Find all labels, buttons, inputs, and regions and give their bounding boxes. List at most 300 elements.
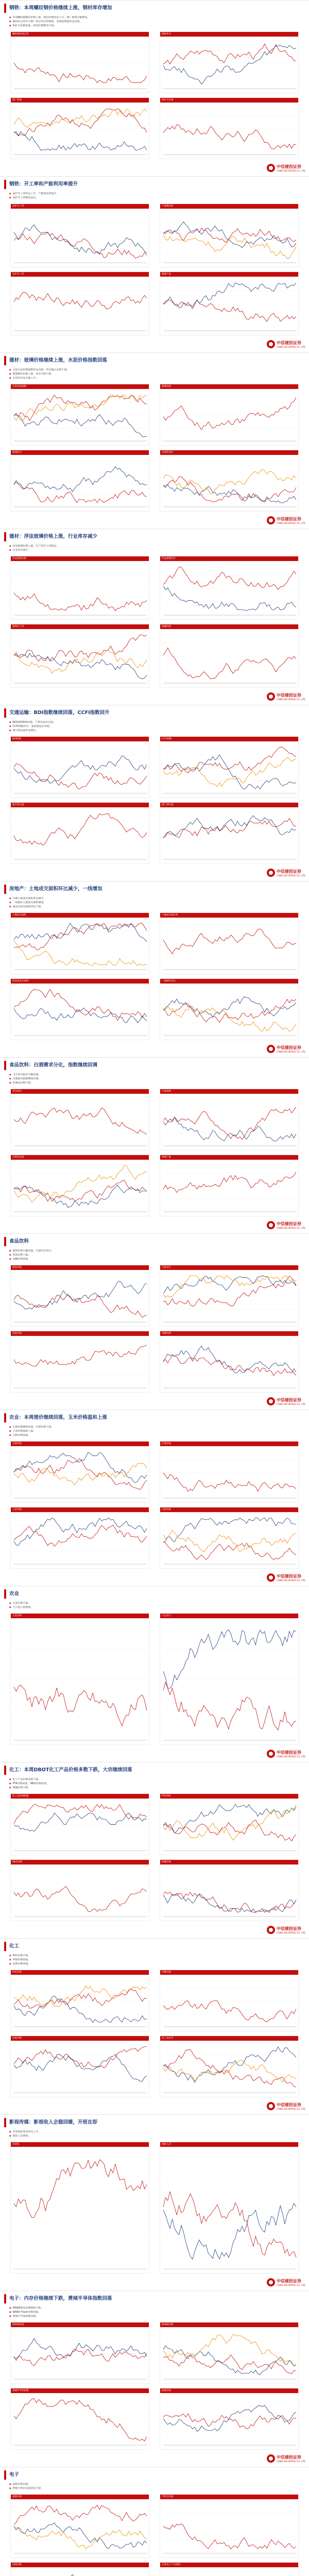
chart-plot [11, 562, 149, 618]
chart-series-line [14, 63, 147, 83]
chart-panel [160, 1859, 299, 1921]
section-title: 电子：内存价格继续下跌，费城半导体指数回落 [4, 2294, 112, 2303]
report-page [0, 1938, 309, 2114]
logo-name-en: CHINA SECURITIES CO., LTD. [277, 1050, 306, 1053]
bullet-point: ▪ 面板价格企稳。 [9, 2483, 251, 2486]
report-page [0, 529, 309, 705]
chart-plot [160, 2500, 298, 2556]
chart-series-line [163, 222, 296, 247]
chart-panel-title: 面板价格 [11, 2495, 149, 2499]
chart-plot [160, 984, 298, 1039]
bullet-point: ▪ 豆粕价格震荡。 [9, 1434, 251, 1437]
chart-panel-title: 观影人次 [160, 2142, 298, 2147]
report-page [0, 1233, 309, 1410]
section-title: 房地产：土地成交面积环比减少，一线增加 [4, 885, 102, 894]
logo-mark-icon [267, 2454, 275, 2463]
bullet-point: ▪ 全国水泥价格指数环比回落，华东地区价格下调。 [9, 368, 251, 371]
section-title: 建材：玻璃价格继续上涨，水泥价格指数回落 [4, 356, 107, 365]
logo-name-cn: 中信建投证券 [277, 869, 301, 874]
company-logo [267, 2453, 304, 2464]
chart-plot [160, 455, 298, 510]
chart-series-line [14, 2160, 147, 2218]
chart-series-line [163, 2047, 296, 2082]
report-page [0, 176, 309, 352]
chart-series-line [14, 2399, 147, 2441]
chart-series-line [163, 1820, 296, 1841]
report-page [0, 2114, 309, 2291]
chart-plot [160, 918, 298, 973]
report-page [0, 1410, 309, 1586]
chart-panel [10, 97, 149, 159]
chart-series-line [163, 2001, 296, 2022]
logo-mark-icon [267, 1573, 275, 1582]
chart-plot [160, 808, 298, 862]
chart-panel-title: 台湾电子产业营收 [160, 2563, 298, 2567]
chart-series-line [163, 1346, 296, 1376]
logo-name-en: CHINA SECURITIES CO., LTD. [277, 1403, 306, 1405]
chart-series-line [163, 1276, 296, 1298]
logo-mark-icon [267, 2278, 275, 2286]
logo-name-en: CHINA SECURITIES CO., LTD. [277, 874, 306, 877]
chart-series-line [163, 586, 296, 611]
chart-panel-title: 小麦价格 [11, 1614, 149, 1618]
chart-series-line [163, 1276, 296, 1307]
chart-series-line [14, 2047, 147, 2068]
chart-panel-title: 生猪价格 [11, 1442, 149, 1446]
chart-panel-title: 航空客运量 [11, 803, 149, 807]
chart-series-line [163, 125, 296, 149]
chart-series-line [14, 2338, 147, 2359]
chart-panel [160, 556, 299, 620]
bullet-point: ▪ 猪肉价格小幅回落，生猪存栏回升。 [9, 1249, 251, 1252]
company-logo [267, 1219, 304, 1231]
chart-panel-title: 高炉开工率 [11, 204, 149, 209]
chart-plot [160, 1336, 298, 1391]
logo-mark-icon [267, 1750, 275, 1758]
chart-series-line [14, 923, 147, 950]
chart-plot [11, 1094, 149, 1149]
chart-plot [11, 1619, 149, 1743]
logo-name-cn: 中信建投证券 [277, 693, 301, 698]
logo-name-en: CHINA SECURITIES CO., LTD. [277, 170, 306, 172]
section-title: 建材：浮法玻璃价格上涨，行业库存减少 [4, 532, 97, 541]
chart-panel [10, 736, 149, 798]
chart-panel [10, 384, 149, 446]
chart-series-line [14, 482, 147, 502]
chart-plot [11, 2147, 149, 2272]
chart-plot [160, 2394, 298, 2448]
section-title: 化工：本周DBOT化工产品价格多数下跌，大宗继续回落 [4, 1766, 132, 1775]
chart-plot [11, 455, 149, 510]
bullet-point: ▪ DRAM现货价格继续下跌。 [9, 2307, 251, 2310]
chart-series-line [14, 292, 147, 309]
chart-plot [160, 2041, 298, 2096]
chart-panel [10, 272, 149, 335]
chart-panel [160, 450, 299, 512]
chart-panel-title: 化工品价格指数 [11, 1794, 149, 1799]
logo-name-en: CHINA SECURITIES CO., LTD. [277, 2284, 306, 2286]
chart-series-line [163, 648, 296, 679]
chart-series-line [14, 1108, 147, 1134]
chart-panel [10, 31, 149, 93]
section-title: 钢铁：本周螺纹钢价格继续上涨，钢材库存增加 [4, 4, 112, 13]
chart-panel-title: 豆粕价格 [160, 1507, 298, 1512]
chart-series-line [163, 2405, 296, 2432]
chart-panel-title: 土地成交溢价率 [160, 913, 298, 918]
chart-series-line [14, 1008, 147, 1023]
logo-name-en: CHINA SECURITIES CO., LTD. [277, 1931, 306, 1934]
section-title: 农业：本周猪价继续回落，玉米价格温和上涨 [4, 1413, 107, 1422]
chart-panel [10, 1441, 149, 1503]
chart-series-line [163, 2524, 296, 2549]
chart-panel [160, 624, 299, 688]
chart-series-line [163, 2355, 296, 2374]
bullet-point: ▪ 纯碱价格下跌。 [9, 1786, 251, 1789]
chart-series-line [14, 1804, 147, 1824]
bullet-point: ▪ 一线城市土地成交面积增加。 [9, 901, 251, 904]
chart-plot [11, 389, 149, 444]
chart-panel [10, 1089, 149, 1150]
company-logo [267, 2277, 304, 2288]
bullet-point: ▪ 百城土地成交面积环比减少。 [9, 897, 251, 900]
bullet-point: ▪ 玉米价格温和上涨。 [9, 1430, 251, 1433]
company-logo [267, 1572, 304, 1583]
chart-panel-title: 产能利用率 [160, 204, 298, 209]
chart-series-line [14, 814, 147, 845]
logo-name-en: CHINA SECURITIES CO., LTD. [277, 2108, 306, 2110]
chart-series-line [14, 1345, 147, 1366]
chart-series-line [163, 477, 296, 502]
chart-plot [11, 984, 149, 1039]
bullet-point: ▪ 钢材社会库存与钢厂库存均有所增加，表观消费量环比回落。 [9, 20, 251, 23]
chart-series-line [14, 1281, 147, 1309]
chart-plot [160, 630, 298, 686]
logo-mark-icon [267, 516, 275, 524]
bullet-point: ▪ 玻璃期货价格上涨，库存天数下降。 [9, 372, 251, 376]
bullet-point: ▪ 行业库存减少。 [9, 549, 251, 552]
chart-series-line [163, 1473, 296, 1492]
bullet-point: ▪ 水泥库容比小幅上升。 [9, 377, 251, 380]
chart-panel [160, 272, 299, 335]
chart-panel [10, 802, 149, 864]
chart-series-line [14, 467, 147, 492]
chart-series-line [163, 2346, 296, 2375]
chart-panel [10, 2494, 149, 2558]
chart-series-line [163, 1006, 296, 1032]
logo-mark-icon [267, 1221, 275, 1229]
section-title: 交通运输：BDI指数继续回落，CCFI指数回升 [4, 708, 110, 718]
chart-panel [160, 2494, 299, 2558]
chart-series-line [14, 1813, 147, 1832]
logo-name-cn: 中信建投证券 [277, 2455, 301, 2460]
company-logo [267, 515, 304, 526]
chart-panel [160, 978, 299, 1040]
chart-series-line [163, 1530, 296, 1552]
chart-plot [160, 1619, 298, 1743]
company-logo [267, 162, 304, 174]
chart-series-line [163, 469, 296, 494]
chart-plot [160, 1270, 298, 1325]
chart-panel-title: 白酒指数 [160, 1089, 298, 1094]
chart-panel [160, 2562, 299, 2576]
chart-plot [160, 562, 298, 618]
chart-series-line [14, 1463, 147, 1485]
chart-panel [10, 1331, 149, 1393]
logo-name-cn: 中信建投证券 [277, 1750, 301, 1755]
bullet-point: ▪ 大豆进口量增加。 [9, 1606, 251, 1609]
logo-mark-icon [267, 1397, 275, 1405]
chart-plot [160, 389, 298, 444]
bullet-point: ▪ 乳制品价格平稳。 [9, 1081, 251, 1084]
chart-panel [160, 1331, 299, 1393]
chart-panel [10, 556, 149, 620]
chart-plot [11, 2041, 149, 2096]
chart-panel-title: 玉米价格 [11, 1507, 149, 1512]
chart-series-line [163, 45, 296, 84]
company-logo [267, 1924, 304, 1936]
logo-name-en: CHINA SECURITIES CO., LTD. [277, 1755, 306, 1758]
chart-series-line [14, 1886, 147, 1911]
chart-panel-title: 铁矿石价格 [160, 98, 298, 103]
chart-panel-title: 纯碱价格 [160, 1860, 298, 1865]
chart-plot [160, 103, 298, 158]
chart-series-line [163, 1355, 296, 1376]
section-title: 食品饮料 [4, 1237, 29, 1246]
chart-plot [11, 2500, 149, 2556]
chart-panel-title: 生鲜乳价格 [11, 1155, 149, 1160]
chart-plot [160, 2328, 298, 2382]
chart-panel [10, 450, 149, 512]
chart-panel-title: 仔猪价格 [160, 1442, 298, 1446]
chart-series-line [163, 757, 296, 787]
logo-name-en: CHINA SECURITIES CO., LTD. [277, 1579, 306, 1582]
chart-plot [11, 1160, 149, 1215]
chart-series-line [14, 2527, 147, 2549]
company-logo [267, 1748, 304, 1759]
bullet-point: ▪ 白酒板块指数继续回调。 [9, 1077, 251, 1080]
chart-plot [11, 37, 149, 92]
chart-panel [10, 2562, 149, 2576]
chart-series-line [14, 2505, 147, 2524]
chart-panel [160, 2388, 299, 2450]
chart-panel-title: 港口吞吐量 [160, 803, 298, 807]
logo-name-en: CHINA SECURITIES CO., LTD. [277, 698, 306, 701]
chart-series-line [163, 1892, 296, 1912]
chart-plot [11, 1447, 149, 1501]
bullet-point: ▪ BDI指数继续回落，干散货运价走弱。 [9, 721, 251, 724]
bullet-point: ▪ 铁矿石价格震荡，焦炭价格维持平稳。 [9, 24, 251, 27]
logo-name-cn: 中信建投证券 [277, 1222, 301, 1226]
chart-series-line [14, 413, 147, 437]
section-title: 食品饮料：白酒需求分化，指数继续回调 [4, 1061, 97, 1070]
bullet-point: ▪ 商品房成交面积同比下降。 [9, 905, 251, 908]
chart-panel [160, 384, 299, 446]
chart-panel [160, 1793, 299, 1855]
chart-panel-title: 一线城市成交 [160, 979, 298, 984]
chart-plot [160, 2568, 298, 2576]
bullet-point: ▪ 观影人次增加。 [9, 2134, 251, 2138]
logo-name-en: CHINA SECURITIES CO., LTD. [277, 346, 306, 348]
logo-name-cn: 中信建投证券 [277, 164, 301, 169]
chart-panel [10, 1507, 149, 1569]
chart-panel-title: 电炉开工率 [11, 272, 149, 277]
chart-panel [160, 736, 299, 798]
chart-panel-title: 鸡蛋价格 [11, 1331, 149, 1336]
company-logo [267, 1396, 304, 1407]
chart-panel-title: 水泥价格指数 [11, 384, 149, 389]
chart-plot [11, 918, 149, 973]
chart-panel [160, 912, 299, 974]
chart-series-line [14, 1185, 147, 1208]
chart-panel-title: 食糖价格 [160, 1331, 298, 1336]
bullet-point: ▪ 费城半导体指数回落。 [9, 2315, 251, 2318]
chart-plot [160, 209, 298, 266]
chart-panel-title: LED价格 [11, 2563, 149, 2567]
chart-series-line [163, 1541, 296, 1560]
chart-panel-title: 浮法玻璃价格 [11, 556, 149, 561]
report-page [0, 881, 309, 1057]
chart-plot [11, 209, 149, 266]
chart-panel [10, 1155, 149, 1216]
chart-panel-title: CCFI指数 [160, 737, 298, 741]
chart-panel-title: 水泥库容比 [160, 450, 298, 455]
company-logo [267, 691, 304, 702]
chart-panel [10, 1265, 149, 1327]
logo-name-en: CHINA SECURITIES CO., LTD. [277, 2460, 306, 2463]
logo-name-en: CHINA SECURITIES CO., LTD. [277, 1227, 306, 1229]
chart-panel [160, 1265, 299, 1327]
company-logo [267, 867, 304, 878]
bullet-point: ▪ 高炉开工率环比上升，产能利用率提升。 [9, 192, 251, 195]
chart-plot [11, 742, 149, 796]
chart-plot [160, 1447, 298, 1501]
company-logo [267, 338, 304, 350]
chart-series-line [163, 818, 296, 838]
bullet-point: ▪ 浮法玻璃价格上涨，生产线开工率稳定。 [9, 545, 251, 548]
chart-plot [11, 103, 149, 158]
chart-panel-title: 啤酒产量 [160, 1155, 298, 1160]
chart-panel-title: 钢厂利润 [11, 98, 149, 103]
chart-panel-title: 纯碱价格 [160, 624, 298, 629]
bullet-point: ▪ PTA价格回落，MEG价格震荡。 [9, 1782, 251, 1785]
chart-series-line [163, 44, 296, 64]
chart-panel [160, 2142, 299, 2274]
chart-series-line [163, 2060, 296, 2082]
chart-panel-title: PVC价格 [11, 1970, 149, 1975]
chart-panel-title: 粗钢产量 [160, 272, 298, 277]
chart-panel [160, 97, 299, 159]
chart-series-line [14, 1294, 147, 1317]
chart-series-line [163, 1518, 296, 1543]
logo-name-cn: 中信建投证券 [277, 2103, 301, 2107]
chart-panel [10, 1970, 149, 2031]
bullet-point: ▪ CCFI指数回升，集装箱运价企稳。 [9, 725, 251, 728]
chart-plot [160, 1975, 298, 2030]
chart-panel [160, 1089, 299, 1150]
chart-series-line [163, 1682, 296, 1730]
report-page [0, 2467, 309, 2576]
logo-name-cn: 中信建投证券 [277, 1926, 301, 1931]
chart-panel [10, 978, 149, 1040]
bullet-point: ▪ 生猪价格继续回落，仔猪价格下降。 [9, 1426, 251, 1429]
chart-panel-title: 土地成交面积 [11, 913, 149, 918]
chart-plot [160, 742, 298, 796]
chart-panel-title: 玻璃库存 [11, 450, 149, 455]
chart-series-line [163, 2049, 296, 2087]
bullet-point: ▪ 本周电影票房环比上升。 [9, 2130, 251, 2133]
report-page [0, 2291, 309, 2467]
bullet-point: ▪ 航空客运量环比增长。 [9, 729, 251, 732]
chart-panel-title: 费城半导体指数 [11, 2388, 149, 2393]
chart-panel [160, 1507, 299, 1569]
chart-panel-title: MEG价格 [11, 1860, 149, 1865]
chart-series-line [14, 395, 147, 421]
report-page [0, 352, 309, 529]
bullet-point: ▪ 鸡蛋价格上涨。 [9, 1253, 251, 1257]
section-title: 农业 [4, 1589, 19, 1599]
chart-panel-title: 商品房成交面积 [11, 979, 149, 984]
report-page [0, 1762, 309, 1938]
chart-panel-title: 猪肉价格 [11, 1265, 149, 1270]
logo-mark-icon [267, 1045, 275, 1053]
logo-name-cn: 中信建投证券 [277, 341, 301, 345]
chart-panel-title: 手机出货量 [160, 2495, 298, 2499]
chart-plot [11, 1865, 149, 1920]
bullet-point: ▪ 化工产品价格多数下跌。 [9, 1778, 251, 1781]
bullet-point: ▪ PVC价格下跌。 [9, 1954, 251, 1957]
logo-mark-icon [267, 1926, 275, 1934]
chart-plot [160, 1865, 298, 1920]
bullet-point: ▪ 食糖价格震荡。 [9, 1258, 251, 1261]
chart-panel-title: 大豆进口 [160, 1614, 298, 1618]
logo-mark-icon [267, 164, 275, 172]
chart-series-line [163, 2414, 296, 2429]
bullet-point: ▪ 智能手机出货量同比下降。 [9, 2487, 251, 2490]
chart-panel [10, 2142, 149, 2274]
chart-series-line [14, 1996, 147, 2023]
logo-name-cn: 中信建投证券 [277, 1398, 301, 1402]
chart-panel [160, 1155, 299, 1216]
chart-series-line [163, 929, 296, 954]
section-title: 影视传媒：影视收入企稳回暖，开班在即 [4, 2118, 97, 2127]
chart-panel-title: 螺纹钢价格走势 [11, 32, 149, 37]
logo-name-cn: 中信建投证券 [277, 1574, 301, 1579]
chart-panel [10, 2388, 149, 2450]
chart-plot [160, 37, 298, 92]
chart-series-line [14, 1989, 147, 2008]
chart-series-line [14, 2349, 147, 2366]
chart-panel [160, 1613, 299, 1745]
chart-series-line [14, 109, 147, 136]
chart-plot [11, 1336, 149, 1391]
chart-series-line [14, 395, 147, 420]
chart-panel [160, 802, 299, 864]
chart-panel [10, 2322, 149, 2384]
chart-series-line [163, 484, 296, 503]
chart-series-line [14, 1165, 147, 1202]
logo-name-en: CHINA SECURITIES CO., LTD. [277, 522, 306, 524]
chart-panel [160, 1970, 299, 2031]
chart-panel-title: 玻璃价格 [160, 384, 298, 389]
chart-series-line [163, 567, 296, 590]
section-title: 化工 [4, 1942, 19, 1951]
chart-plot [160, 1160, 298, 1215]
section-title: 电子 [4, 2470, 19, 2480]
chart-panel-title: DRAM价格 [11, 2323, 149, 2327]
company-logo [267, 2100, 304, 2112]
report-page [0, 1586, 309, 1762]
chart-plot [11, 2394, 149, 2448]
